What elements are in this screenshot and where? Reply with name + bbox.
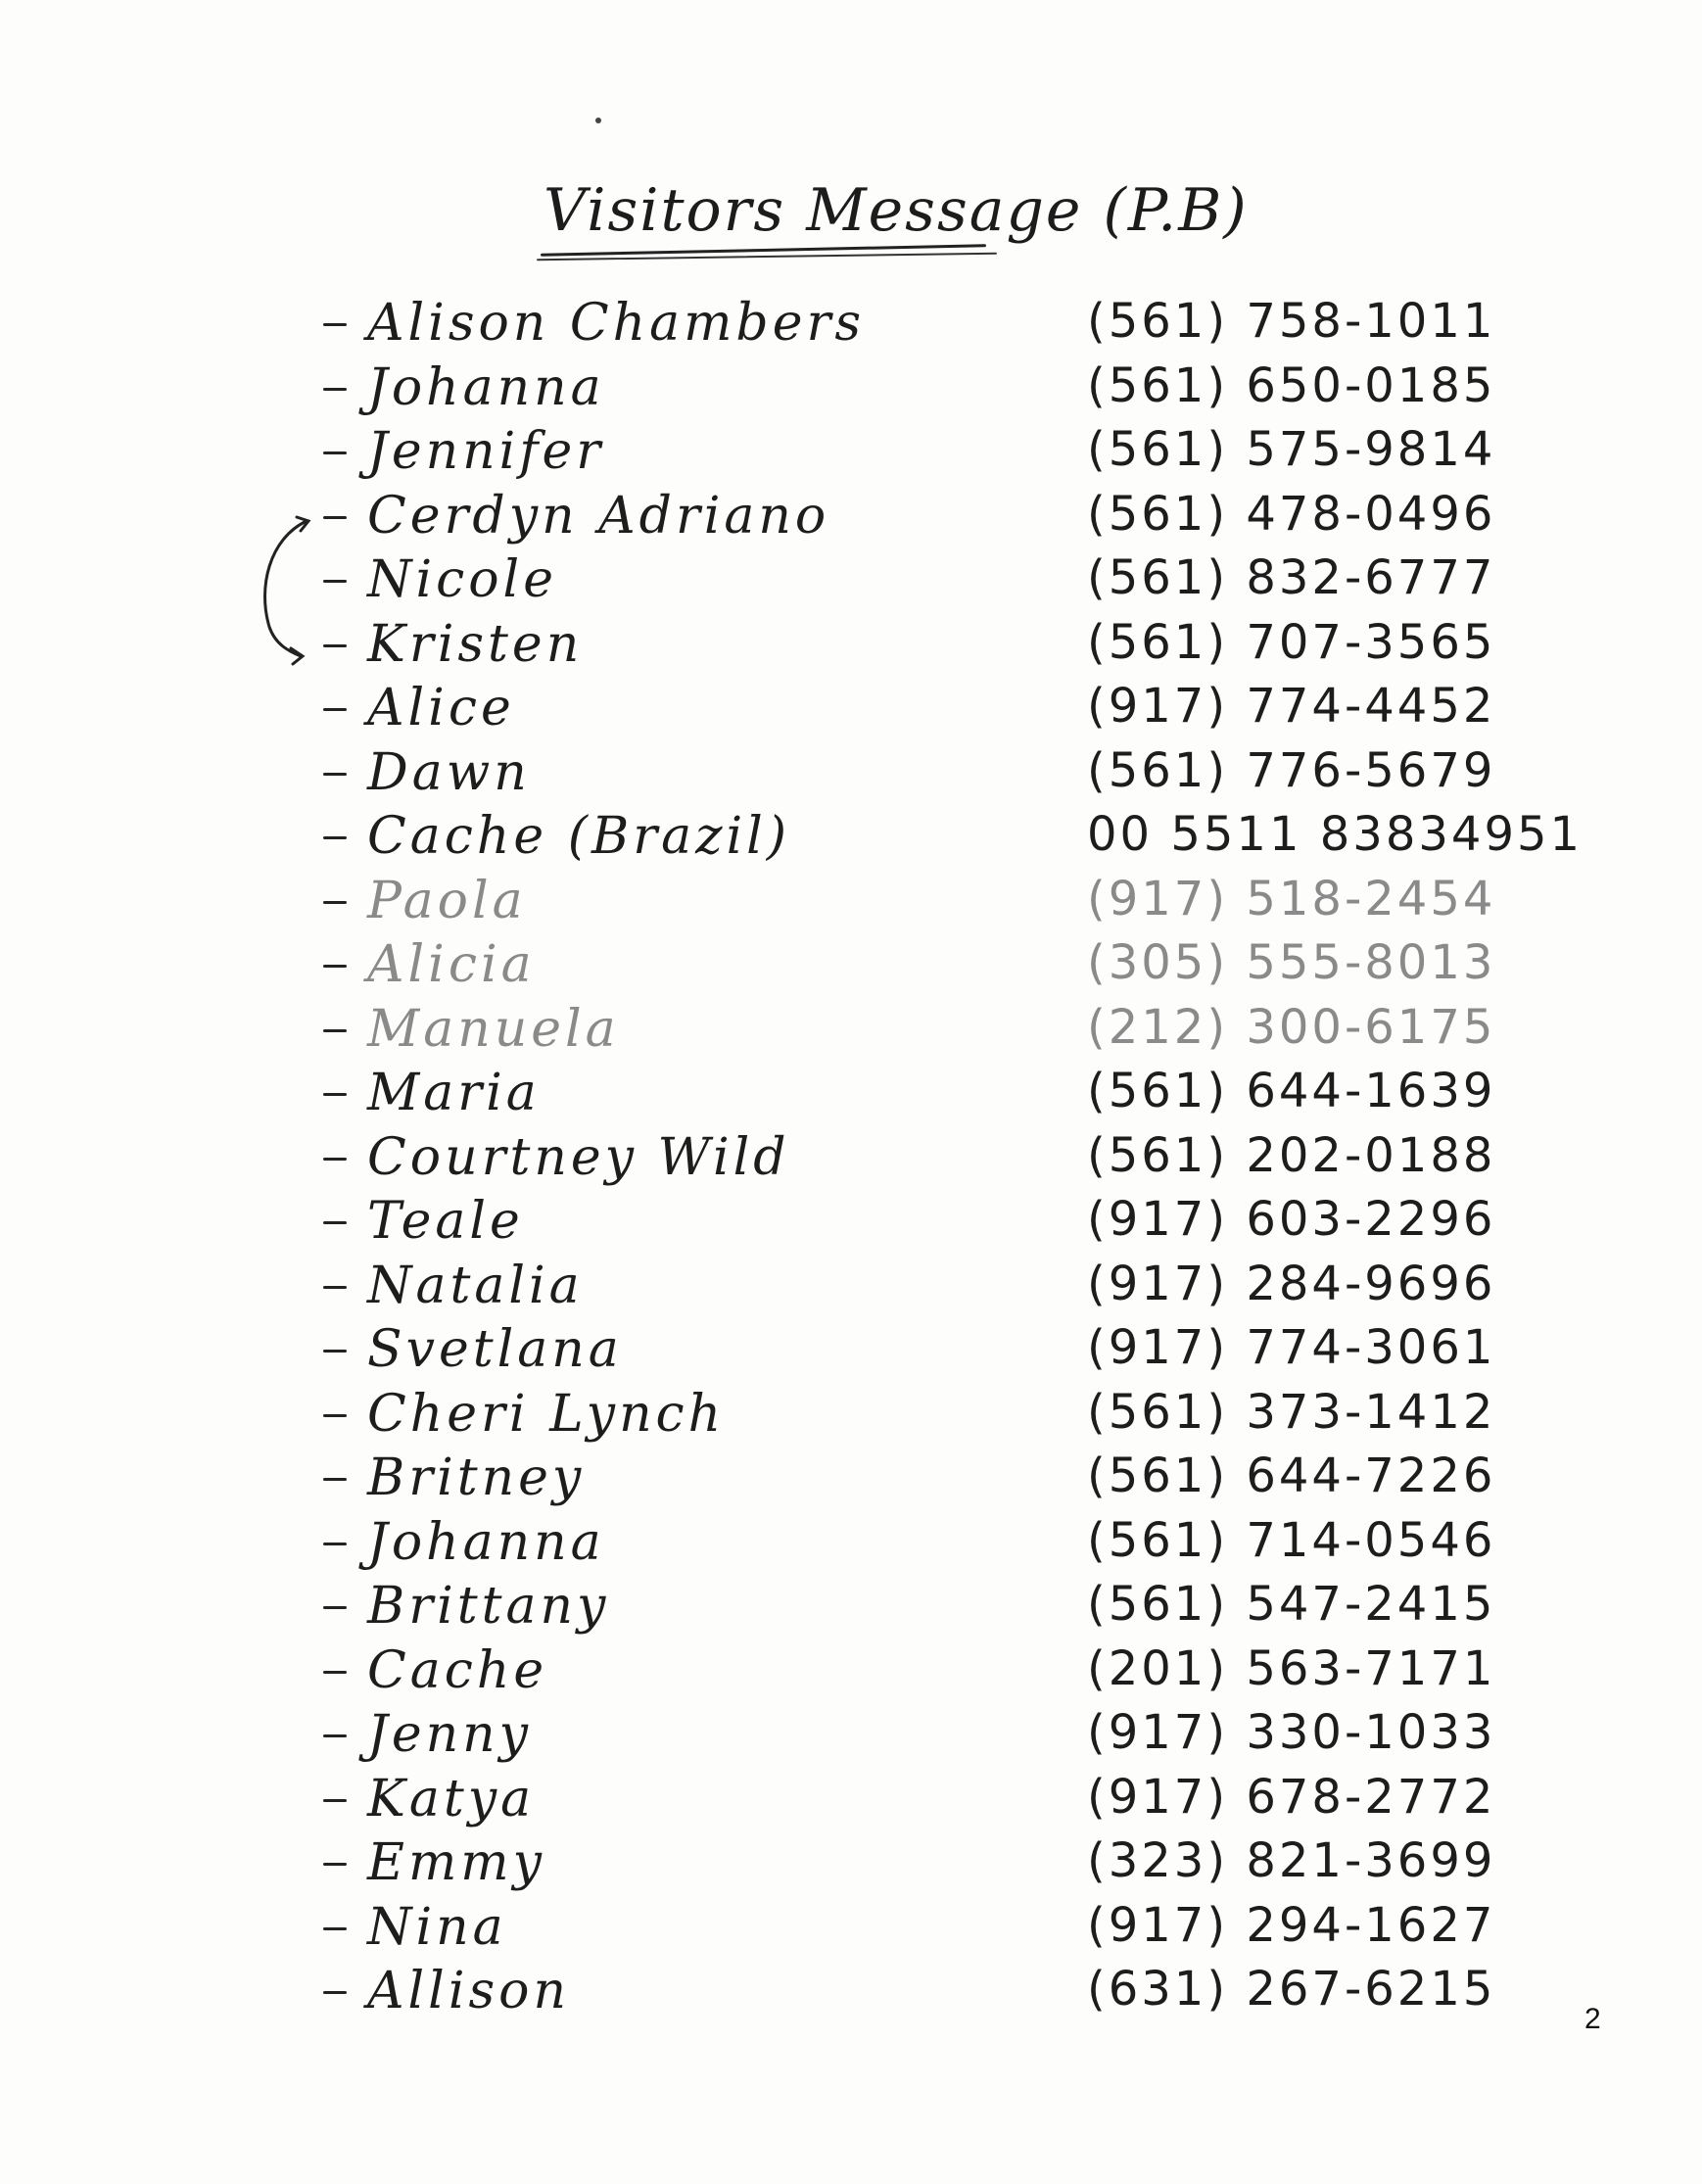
list-item [0, 1833, 1702, 1896]
contact-name: Britney [367, 1448, 586, 1507]
bullet-dash [323, 708, 347, 711]
list-item [0, 1898, 1702, 1961]
list-item [0, 807, 1702, 870]
list-item [0, 487, 1702, 549]
list-item [0, 743, 1702, 806]
list-item [0, 550, 1702, 613]
bullet-dash [323, 1093, 347, 1096]
contact-name: Johanna [367, 1513, 605, 1572]
list-item [0, 615, 1702, 678]
bullet-dash [323, 1029, 347, 1032]
page-title: Visitors Message (P.B) [544, 176, 1249, 245]
bullet-dash [323, 901, 347, 904]
contact-phone: (917) 284-9696 [1087, 1257, 1496, 1311]
list-item [0, 1577, 1702, 1639]
contact-phone: (561) 202-0188 [1087, 1128, 1496, 1183]
list-item [0, 1064, 1702, 1126]
bullet-dash [323, 451, 347, 454]
bullet-dash [323, 1671, 347, 1674]
contact-name: Courtney Wild [367, 1128, 790, 1187]
contact-name: Alison Chambers [367, 294, 866, 353]
contact-phone: (917) 774-4452 [1087, 679, 1496, 734]
list-item [0, 1320, 1702, 1383]
contact-phone: (631) 267-6215 [1087, 1962, 1496, 2017]
contact-phone: (561) 758-1011 [1087, 294, 1496, 349]
list-item [0, 1705, 1702, 1768]
contact-name: Nina [367, 1898, 507, 1957]
bullet-dash [323, 1863, 347, 1866]
bullet-dash [323, 1606, 347, 1609]
contact-phone: (561) 547-2415 [1087, 1577, 1496, 1632]
list-item [0, 935, 1702, 998]
contact-phone: (212) 300-6175 [1087, 1000, 1496, 1055]
contact-name: Johanna [367, 358, 605, 417]
bullet-dash [323, 1286, 347, 1289]
bullet-dash [323, 580, 347, 583]
contact-phone: (561) 644-7226 [1087, 1448, 1496, 1503]
stray-mark [595, 118, 601, 123]
contact-phone: (917) 294-1627 [1087, 1898, 1496, 1953]
contact-phone: (561) 575-9814 [1087, 422, 1496, 477]
contact-name: Svetlana [367, 1320, 623, 1379]
list-item [0, 294, 1702, 356]
list-item [0, 679, 1702, 741]
bullet-dash [323, 1991, 347, 1994]
contact-name: Jennifer [367, 422, 605, 481]
contact-name: Alicia [367, 935, 536, 994]
contact-name: Nicole [367, 550, 557, 609]
bullet-dash [323, 1478, 347, 1481]
contact-name: Dawn [367, 743, 531, 802]
contact-phone: (561) 644-1639 [1087, 1064, 1496, 1118]
contact-phone: (201) 563-7171 [1087, 1641, 1496, 1696]
bullet-dash [323, 1158, 347, 1161]
list-item [0, 872, 1702, 934]
contact-name: Kristen [367, 615, 584, 674]
bullet-dash [323, 1414, 347, 1417]
list-item [0, 1962, 1702, 2024]
bullet-dash [323, 323, 347, 326]
contact-phone: (917) 330-1033 [1087, 1705, 1496, 1760]
list-item [0, 358, 1702, 421]
contact-name: Allison [367, 1962, 570, 2020]
bullet-dash [323, 388, 347, 391]
contact-name: Maria [367, 1064, 541, 1122]
title-block [529, 157, 1249, 274]
list-item [0, 1513, 1702, 1576]
contact-name: Cerdyn Adriano [367, 487, 830, 546]
contact-name: Emmy [367, 1833, 545, 1892]
contact-name: Katya [367, 1770, 536, 1828]
contact-name: Cache [367, 1641, 548, 1700]
bullet-dash [323, 516, 347, 519]
contact-name: Jenny [367, 1705, 532, 1764]
contact-name: Alice [367, 679, 515, 737]
contact-phone: (561) 714-0546 [1087, 1513, 1496, 1568]
bullet-dash [323, 965, 347, 968]
list-item [0, 1128, 1702, 1191]
contact-phone: (305) 555-8013 [1087, 935, 1496, 990]
contact-phone: 00 5511 83834951 [1087, 807, 1584, 862]
contact-phone: (561) 650-0185 [1087, 358, 1496, 413]
list-item [0, 1770, 1702, 1832]
list-item [0, 1448, 1702, 1511]
bullet-dash [323, 1927, 347, 1930]
contact-name: Manuela [367, 1000, 620, 1059]
contact-name: Teale [367, 1192, 524, 1251]
list-item [0, 1257, 1702, 1319]
bullet-dash [323, 836, 347, 839]
contact-name: Natalia [367, 1257, 584, 1315]
page-number: 2 [1584, 2003, 1601, 2035]
contact-phone: (561) 373-1412 [1087, 1385, 1496, 1440]
contact-phone: (323) 821-3699 [1087, 1833, 1496, 1888]
contact-name: Cheri Lynch [367, 1385, 726, 1444]
bullet-dash [323, 1543, 347, 1545]
bullet-dash [323, 1350, 347, 1353]
list-item [0, 1192, 1702, 1255]
contact-phone: (917) 774-3061 [1087, 1320, 1496, 1375]
contact-name: Paola [367, 872, 527, 930]
list-item [0, 1641, 1702, 1704]
contact-phone: (917) 518-2454 [1087, 872, 1496, 926]
contact-phone: (561) 776-5679 [1087, 743, 1496, 798]
bullet-dash [323, 644, 347, 647]
bullet-dash [323, 1799, 347, 1802]
list-item [0, 422, 1702, 485]
contact-phone: (561) 478-0496 [1087, 487, 1496, 542]
bullet-dash [323, 1221, 347, 1224]
contact-name: Cache (Brazil) [367, 807, 791, 866]
contact-phone: (917) 678-2772 [1087, 1770, 1496, 1825]
contact-name: Brittany [367, 1577, 610, 1636]
contact-phone: (561) 832-6777 [1087, 550, 1496, 605]
contact-phone: (917) 603-2296 [1087, 1192, 1496, 1247]
bullet-dash [323, 1734, 347, 1737]
list-item [0, 1385, 1702, 1448]
list-item [0, 1000, 1702, 1063]
contact-phone: (561) 707-3565 [1087, 615, 1496, 670]
bullet-dash [323, 773, 347, 776]
